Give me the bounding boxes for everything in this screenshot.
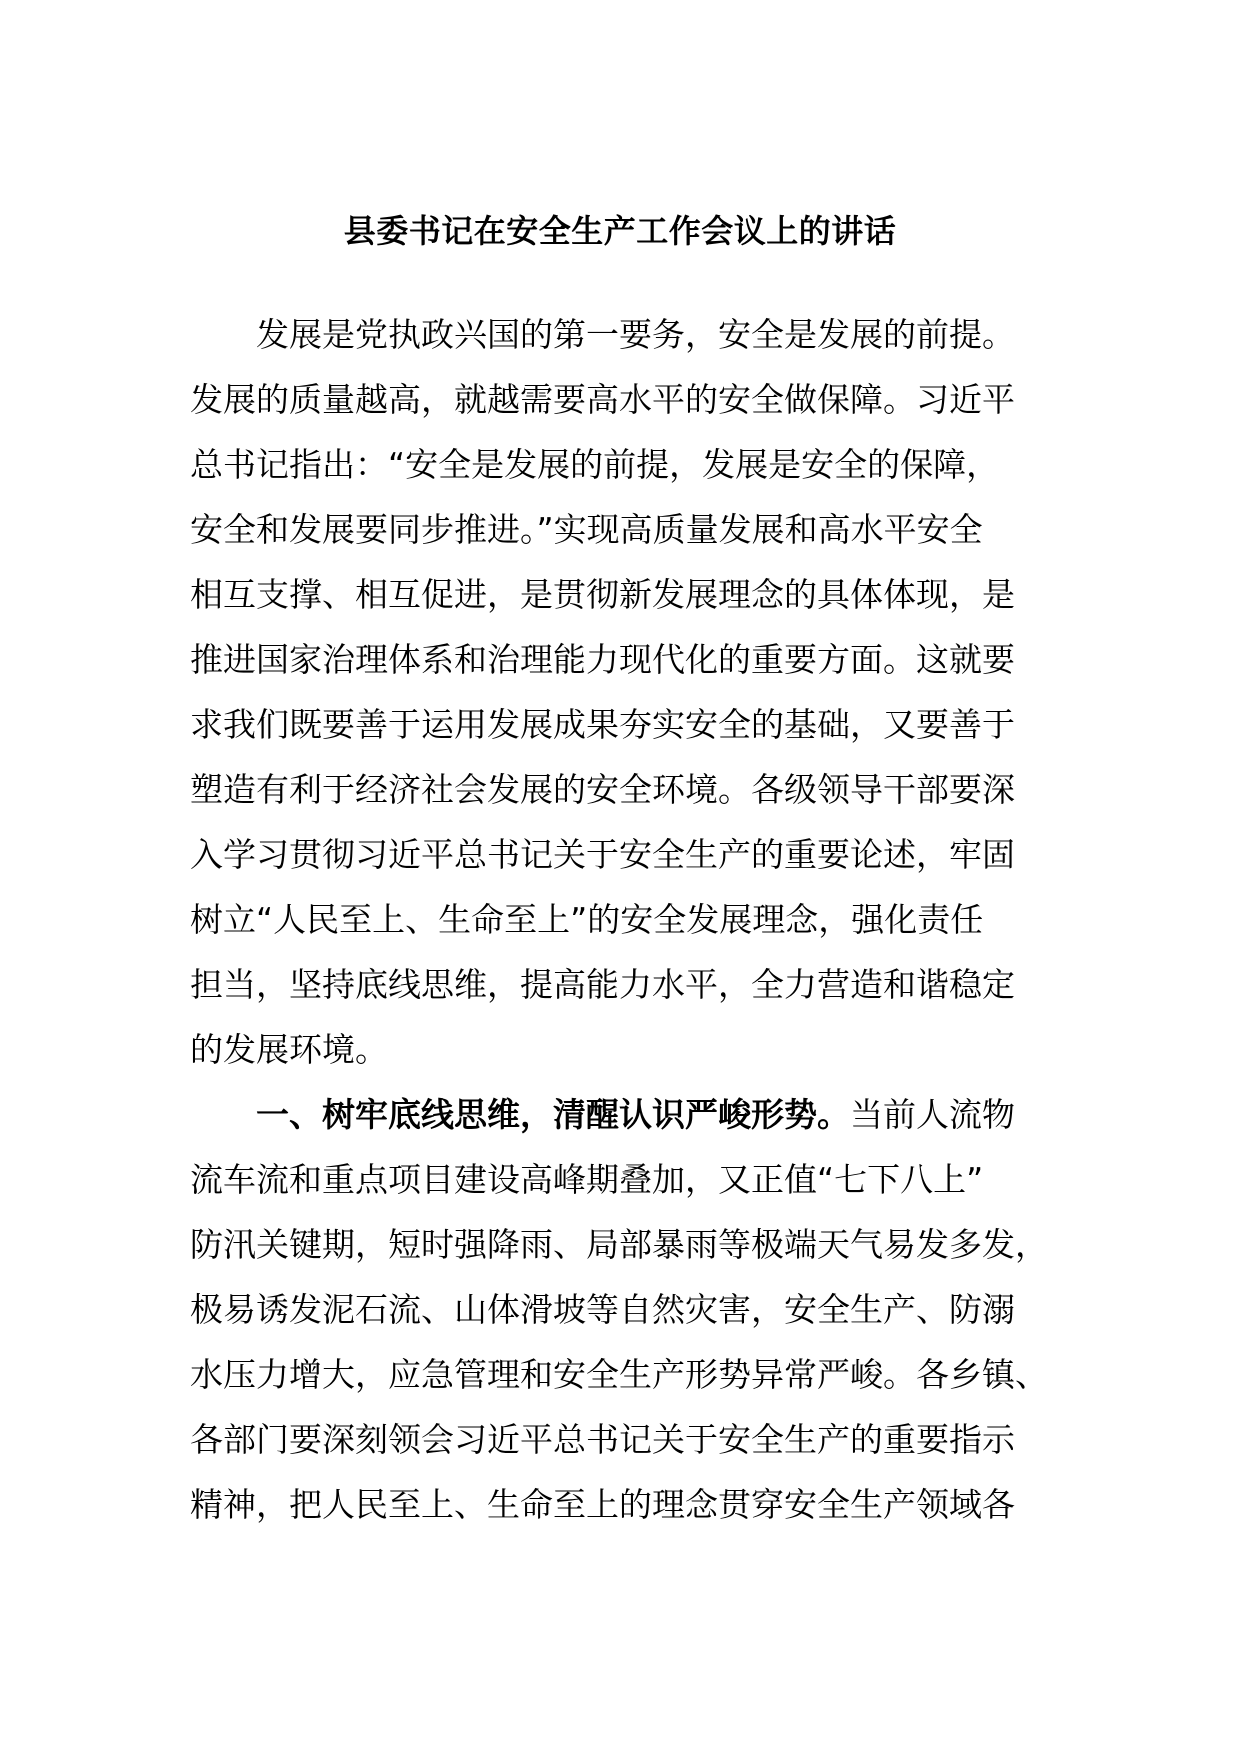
text-line: 发展的质量越高，就越需要高水平的安全做保障。习近平 bbox=[190, 380, 1015, 419]
text-line: 水压力增大，应急管理和安全生产形势异常严峻。各乡镇、 bbox=[190, 1355, 1048, 1394]
text-line: 入学习贯彻习近平总书记关于安全生产的重要论述，牢固 bbox=[190, 835, 1015, 874]
text-line: 求我们既要善于运用发展成果夯实安全的基础，又要善于 bbox=[190, 705, 1015, 744]
text-line: 塑造有利于经济社会发展的安全环境。各级领导干部要深 bbox=[190, 770, 1015, 809]
text-line: 总书记指出：“安全是发展的前提，发展是安全的保障， bbox=[190, 445, 1000, 484]
text-line: 极易诱发泥石流、山体滑坡等自然灾害，安全生产、防溺 bbox=[190, 1290, 1015, 1329]
section-heading: 一、树牢底线思维，清醒认识严峻形势。 bbox=[256, 1095, 850, 1134]
document-title: 县委书记在安全生产工作会议上的讲话 bbox=[343, 212, 897, 250]
paragraph-intro bbox=[190, 302, 1060, 1082]
section-lead-text: 当前人流物 bbox=[850, 1095, 1015, 1134]
section-first-line bbox=[190, 1082, 1060, 1147]
document-body bbox=[190, 302, 1060, 1537]
text-line: 各部门要深刻领会习近平总书记关于安全生产的重要指示 bbox=[190, 1420, 1015, 1459]
text-line: 相互支撑、相互促进，是贯彻新发展理念的具体体现，是 bbox=[190, 575, 1015, 614]
text-line: 流车流和重点项目建设高峰期叠加，又正值“七下八上” bbox=[190, 1160, 984, 1199]
text-line: 精神，把人民至上、生命至上的理念贯穿安全生产领域各 bbox=[190, 1485, 1015, 1524]
text-line: 发展是党执政兴国的第一要务，安全是发展的前提。 bbox=[256, 315, 1015, 354]
paragraph-section-1 bbox=[190, 1082, 1060, 1537]
text-line: 推进国家治理体系和治理能力现代化的重要方面。这就要 bbox=[190, 640, 1015, 679]
text-line: 安全和发展要同步推进。”实现高质量发展和高水平安全 bbox=[190, 510, 983, 549]
text-line: 树立“人民至上、生命至上”的安全发展理念，强化责任 bbox=[190, 900, 984, 939]
text-line: 的发展环境。 bbox=[190, 1030, 388, 1069]
text-line: 防汛关键期，短时强降雨、局部暴雨等极端天气易发多发， bbox=[190, 1225, 1048, 1264]
text-line: 担当，坚持底线思维，提高能力水平，全力营造和谐稳定 bbox=[190, 965, 1015, 1004]
